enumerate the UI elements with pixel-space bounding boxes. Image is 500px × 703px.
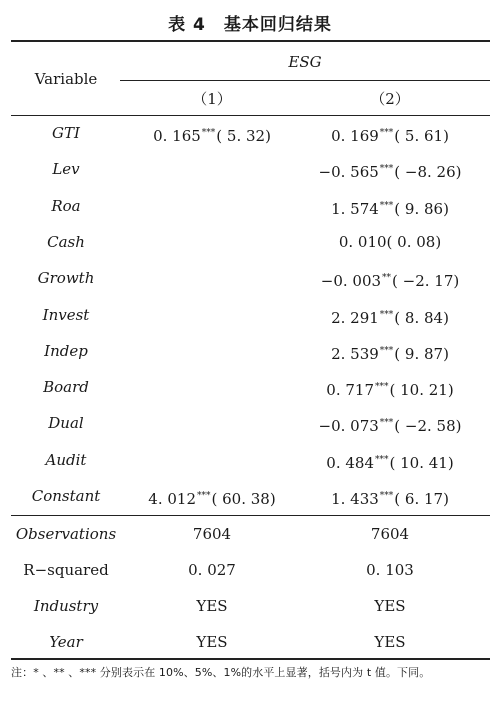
stats-value: YES	[196, 633, 228, 651]
header-col2-label: （2）	[370, 90, 410, 108]
significance-stars: **	[382, 273, 392, 284]
coefficient-value: −0. 003	[320, 272, 382, 291]
estimate-cell	[331, 306, 449, 327]
coefficient-value: 0. 165	[153, 127, 201, 145]
t-statistic: ( −2. 58)	[394, 417, 462, 436]
significance-stars: ***	[375, 454, 389, 465]
t-statistic: ( 6. 17)	[394, 490, 449, 508]
coefficient-value: −0. 565	[318, 163, 379, 182]
stats-value: 7604	[192, 525, 232, 543]
table-note: 注：* 、** 、*** 分别表示在 10%、5%、1%的水平上显著，括号内为 t 值。下同。	[11, 666, 431, 679]
t-statistic: ( 60. 38)	[211, 490, 276, 508]
coefficient-value: 2. 291	[331, 308, 379, 327]
estimate-cell	[319, 160, 462, 181]
header-col1-label: （1）	[192, 90, 232, 108]
significance-stars: ***	[379, 418, 394, 429]
stats-row-name: Observations	[15, 525, 117, 543]
row-variable-name: Audit	[45, 450, 87, 469]
row-variable-name: Roa	[51, 196, 81, 215]
stats-value: 0. 027	[188, 561, 236, 579]
t-statistic: ( 10. 41)	[389, 453, 454, 472]
stats-value: 7604	[370, 525, 410, 543]
header-bottom-rule	[11, 115, 490, 116]
coefficient-value: 0. 169	[331, 127, 379, 145]
table-title: 表 4 基本回归结果	[168, 15, 332, 35]
t-statistic: ( 0. 08)	[386, 232, 442, 251]
significance-stars: ***	[197, 491, 211, 501]
estimate-cell	[319, 414, 462, 435]
coefficient-value: 0. 484	[326, 453, 375, 472]
estimate-cell	[326, 451, 453, 472]
stats-value: 0. 103	[366, 561, 414, 579]
estimate-cell	[326, 378, 453, 399]
significance-stars: ***	[379, 164, 394, 175]
t-statistic: ( 5. 61)	[394, 127, 449, 145]
row-variable-name: Dual	[48, 414, 84, 433]
estimate-cell	[153, 124, 271, 145]
row-variable-name: Cash	[47, 232, 85, 251]
row-variable-name: Constant	[31, 487, 101, 505]
significance-stars: ***	[379, 128, 394, 138]
row-variable-name: Lev	[52, 160, 80, 179]
row-variable-name: Indep	[44, 341, 88, 360]
estimate-cell	[148, 487, 275, 508]
coefficient-value: 4. 012	[148, 490, 197, 508]
row-variable-name: Invest	[42, 305, 90, 324]
stats-row-name: R−squared	[23, 561, 109, 579]
row-variable-name: GTI	[52, 124, 80, 142]
bottom-rule	[11, 658, 490, 660]
stats-value: YES	[374, 597, 406, 615]
stats-value: YES	[374, 633, 406, 651]
coefficient-value: 1. 574	[331, 199, 379, 218]
header-variable-label: Variable	[34, 70, 98, 88]
row-variable-name: Growth	[37, 269, 95, 288]
stats-row-name: Industry	[33, 597, 99, 615]
stats-row-name: Year	[49, 633, 83, 651]
significance-stars: ***	[379, 491, 394, 501]
top-rule	[11, 40, 490, 42]
coefficient-value: 0. 010	[338, 232, 387, 251]
coefficient-value: 2. 539	[331, 344, 379, 363]
t-statistic: ( 10. 21)	[389, 381, 454, 400]
estimate-cell	[331, 197, 449, 218]
t-statistic: ( 9. 87)	[394, 344, 449, 363]
stats-value: YES	[196, 597, 228, 615]
coefficient-value: 0. 717	[326, 381, 375, 400]
t-statistic: ( 5. 32)	[216, 127, 271, 145]
t-statistic: ( 9. 86)	[394, 199, 449, 218]
significance-stars: ***	[379, 345, 394, 356]
coefficient-value: −0. 073	[318, 417, 379, 436]
estimate-cell	[321, 269, 460, 290]
significance-stars: ***	[379, 309, 394, 320]
estimate-cell	[331, 342, 449, 363]
coef-bottom-rule	[11, 515, 490, 516]
t-statistic: ( 8. 84)	[394, 308, 449, 327]
coefficient-value: 1. 433	[331, 490, 379, 508]
header-group-rule	[120, 80, 490, 81]
significance-stars: ***	[201, 128, 216, 138]
row-variable-name: Board	[43, 378, 89, 397]
significance-stars: ***	[379, 200, 394, 211]
header-group-label: ESG	[288, 53, 322, 71]
estimate-cell	[331, 124, 449, 145]
significance-stars: ***	[375, 382, 389, 393]
t-statistic: ( −8. 26)	[394, 163, 462, 182]
estimate-cell	[331, 487, 449, 508]
t-statistic: ( −2. 17)	[392, 272, 460, 291]
estimate-cell	[339, 233, 441, 251]
